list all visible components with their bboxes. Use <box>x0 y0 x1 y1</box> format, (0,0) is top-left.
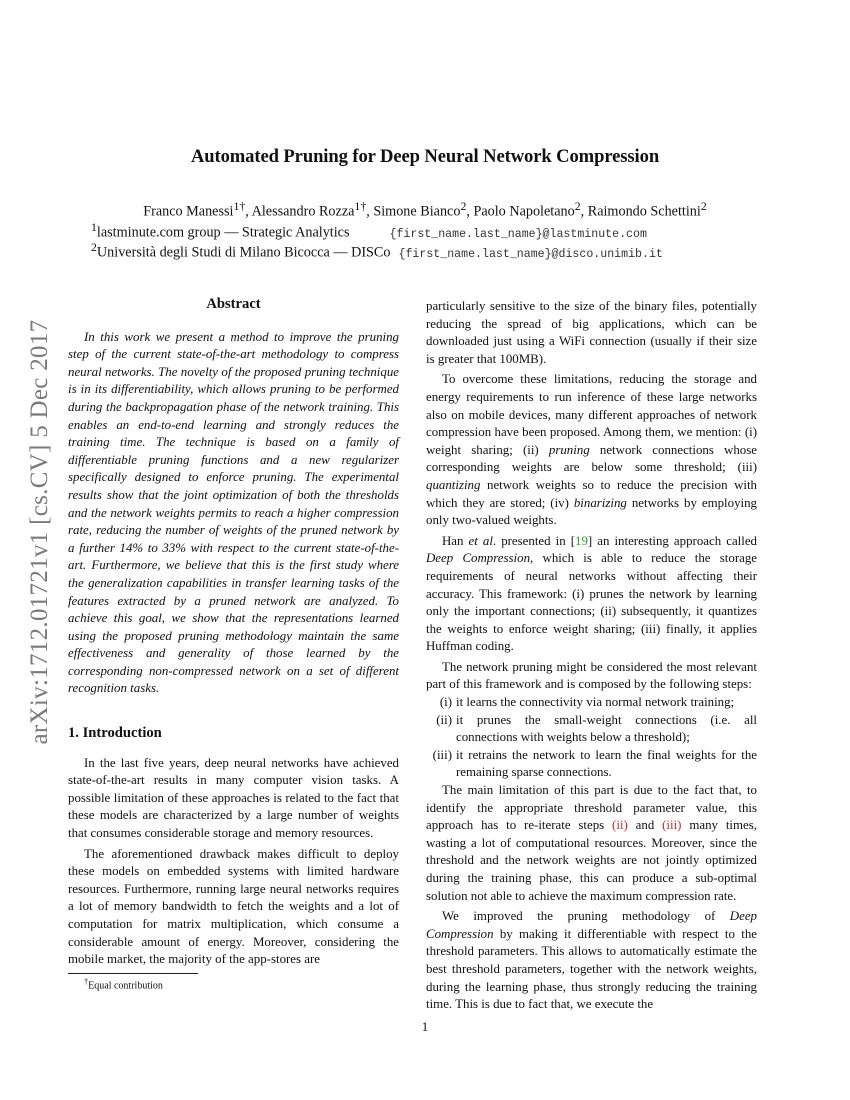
page-number: 1 <box>421 1019 429 1034</box>
author-sup: 1† <box>233 199 246 213</box>
body-paragraph: The network pruning might be considered the most relevant part of this framework and is composed by the following steps: <box>426 659 757 692</box>
body-paragraph <box>426 782 757 905</box>
text-run: Han <box>442 533 469 548</box>
list-number: (i) <box>439 695 452 710</box>
left-column <box>68 296 399 969</box>
emphasis: Deep Compression <box>426 551 531 566</box>
text-run: network connections whose corresponding weights are below some threshold; (iii) <box>426 442 757 475</box>
paper-title: Automated Pruning for Deep Neural Network Compression <box>190 146 660 167</box>
affiliation-2 <box>91 240 663 262</box>
text-run: ] an interesting approach called <box>587 533 757 548</box>
footnote-rule <box>68 973 198 974</box>
abstract-body: In this work we present a method to improve the pruning step of the current state-of-the-art methodology to compress neural networks. The novelty of the proposed pruning technique is in its differentiability, which allows pruning to be performed during the backpropagation phase of the network training. This enables an end-to-end learning and strongly reduces the training time. The technique is based on a family of differentiable pruning functions and a new regularizer specifically designed to enforce pruning. The experimental results show that the joint optimization of both the thresholds and the network weights permits to reach a higher compression rate, reducing the number of weights of the pruned network by a further 14% to 33% with respect to the current state-of-the-art. Furthermore, we believe that this is the first study where the generalization capabilities in transfer learning tasks of the features extracted by a pruned network are analyzed. To achieve this goal, we show that the representations learned using the proposed pruning methodology maintain the same effectiveness and generality of those learned by the corresponding non-compressed network on a set of different recognition tasks. <box>68 329 399 696</box>
arxiv-stamp: arXiv:1712.01721v1 [cs.CV] 5 Dec 2017 <box>26 319 53 745</box>
emphasis: et al <box>468 533 493 548</box>
list-text: it prunes the small-weight connections (i.e. all connections with weights below a threshold); <box>456 712 757 745</box>
intro-paragraph: In the last five years, deep neural networks have achieved state-of-the-art results in many computer vision tasks. A possible limitation of these approaches is related to the fact that these models are characterized by a large number of weights that consumes considerable storage and memory resources. <box>68 755 399 841</box>
list-item <box>426 712 757 747</box>
author-list: Franco Manessi$^{1\dagger}$, Alessandro Rozza$^{1\dagger}$, Simone Bianco$^2$, Paolo Napoletano$^2$, Raimondo Schettini$^2$ <box>143 199 707 220</box>
section-heading-introduction: 1. Introduction <box>68 725 162 742</box>
text-run: The main limitation of this part is due to the fact that, to identify the appropriate threshold parameter value, this approach has to re-iterate steps <box>426 783 757 833</box>
author-sup: 2 <box>574 199 581 213</box>
footnote <box>84 977 163 991</box>
text-run: network weights so to reduce the precision with which they are stored; (iv) <box>426 477 757 510</box>
author-name: Raimondo Schettini <box>587 203 701 220</box>
footnote-mark: † <box>84 977 89 986</box>
list-number: (iii) <box>432 747 452 762</box>
text-run: many times, wasting a lot of computational resources. Moreover, since the threshold and the network weights are not jointly optimized during the training phase, this can produce a sub-optimal solution not able to achieve the maximum compression rate. <box>426 818 757 903</box>
list-text: it retrains the network to learn the final weights for the remaining sparse connections. <box>456 747 757 780</box>
footnote-text: Equal contribution <box>88 980 163 992</box>
author-name: Alessandro Rozza <box>251 203 355 220</box>
author-sup: 2 <box>460 199 467 213</box>
pruning-steps-list <box>426 694 757 782</box>
list-item <box>426 747 757 782</box>
affiliation-email: {first_name.last_name}@disco.unimib.it <box>398 247 663 261</box>
step-reference-link[interactable]: (ii) <box>612 818 628 833</box>
affiliation-sup: 1 <box>91 220 97 234</box>
body-paragraph <box>426 533 757 656</box>
body-paragraph <box>426 371 757 529</box>
step-reference-link[interactable]: (iii) <box>662 818 682 833</box>
text-run: by making it differentiable with respect to the threshold parameters. This allows to automatically estimate the best threshold parameters, together with the network weights, during the learning phase, thus strongly reducing the training time. This is due to fact that, we execute the <box>426 926 757 1012</box>
affiliation-sup: 2 <box>91 240 97 254</box>
citation-link[interactable]: 19 <box>575 533 588 548</box>
text-run: networks by employing only two-valued weights. <box>426 495 757 528</box>
author-sup: 2 <box>700 199 707 213</box>
intro-paragraph: The aforementioned drawback makes difficult to deploy these models on embedded systems with limited hardware resources. Furthermore, running large neural networks requires a lot of memory bandwidth to fetch the weights and a lot of computation for matrix multiplication, which consume a considerable amount of energy. Moreover, considering the mobile market, the majority of the app-stores are <box>68 846 399 967</box>
body-paragraph: particularly sensitive to the size of the binary files, potentially reducing the spread of big applications, which can be downloaded just using a WiFi connection (usually if their size is greater that 100MB). <box>426 299 757 366</box>
emphasis: quantizing <box>426 477 481 492</box>
text-run: . presented in [ <box>492 533 576 548</box>
abstract-heading: Abstract <box>206 296 261 312</box>
text-run: , which is able to reduce the storage requirements of neural networks without affecting their accuracy. This framework: (i) prunes the network by learning only the important connections; (ii) subsequently, it quantizes the weights to enforce weight sharing; (iii) finally, it applies Huffman coding. <box>426 551 758 654</box>
right-column <box>426 298 757 1014</box>
author-sup: 1† <box>354 199 367 213</box>
author-name: Simone Bianco <box>373 203 461 220</box>
text-run: and <box>627 818 663 833</box>
emphasis: Deep Compression <box>426 909 757 941</box>
emphasis: pruning <box>548 442 590 457</box>
list-item <box>426 694 757 712</box>
affiliation-1 <box>91 220 647 242</box>
text-run: To overcome these limitations, reducing the storage and energy requirements to run inference of these large networks also on mobile devices, many different approaches of network compression have been proposed. Among them, we mention: (i) weight sharing; (ii) <box>426 372 757 457</box>
list-text: it learns the connectivity via normal network training; <box>456 695 735 710</box>
author-name: Franco Manessi <box>143 203 234 220</box>
emphasis: binarizing <box>573 495 627 510</box>
affiliation-name: lastminute.com group — Strategic Analytics <box>96 224 350 241</box>
list-number: (ii) <box>436 712 452 727</box>
affiliation-name: Università degli Studi di Milano Bicocca — DISCo <box>96 244 391 261</box>
text-run: We improved the pruning methodology of <box>442 909 730 924</box>
author-name: Paolo Napoletano <box>473 203 575 220</box>
affiliation-email: {first_name.last_name}@lastminute.com <box>389 227 647 241</box>
body-paragraph <box>426 908 757 1014</box>
